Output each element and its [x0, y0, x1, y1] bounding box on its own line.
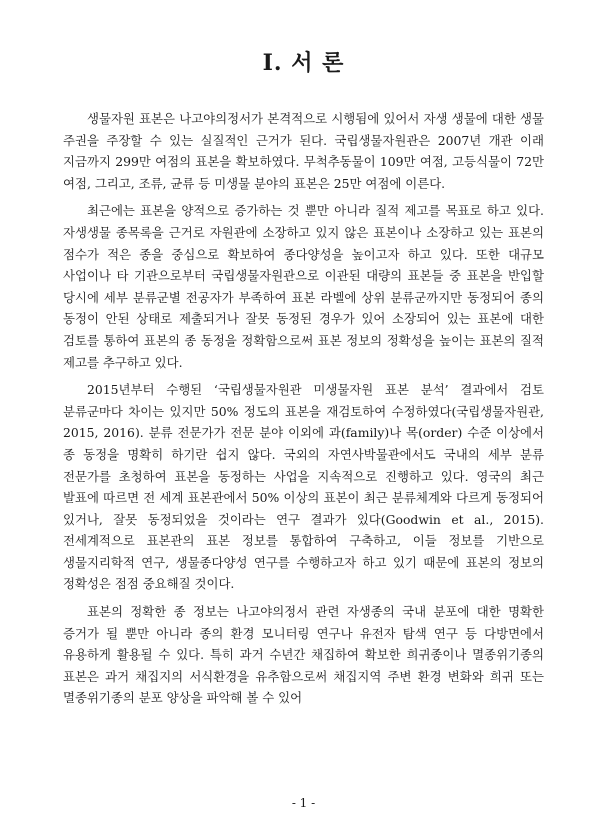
section-title: I. 서 론 — [262, 50, 345, 76]
body-text — [63, 108, 544, 715]
paragraph: 생물자원 표본은 나고야의정서가 본격적으로 시행됨에 있어서 자생 생물에 대한 생물 주권을 주장할 수 있는 실질적인 근거가 된다. 국립생물자원관은 2007년 개관 이래 지금까지 299만 여점의 표본을 확보하였다. 무척추동물이 109만 여점, 고등식물이 72만 여점, 그리고, 조류, 균류 등 미생물 분야의 표본은 25만 여점에 이른다. — [63, 111, 544, 191]
paragraph: 표본의 정확한 종 정보는 나고야의정서 관련 자생종의 국내 분포에 대한 명확한 증거가 될 뿐만 아니라 종의 환경 모니터링 연구나 유전자 탐색 연구 등 다방면에서 유용하게 활용될 수 있다. 특히 과거 수년간 채집하여 확보한 희귀종이나 멸종위기종의 표본은 과거 채집지의 서식환경을 유추함으로써 채집지역 주변 환경 변화와 희귀 또는 멸종위기종의 분포 양상을 파악해 볼 수 있어 — [63, 604, 544, 706]
page-number: - 1 - — [291, 796, 316, 810]
paragraph: 2015년부터 수행된 ‘국립생물자원관 미생물자원 표본 분석’ 결과에서 검토 분류군마다 차이는 있지만 50% 정도의 표본을 재검토하여 수정하였다(국립생물자원관, 2015, 2016). 분류 전문가가 전문 분야 이외에 과(family)나 목(order) 수준 이상에서 종 동정을 명확히 하기란 쉽지 않다. 국외의 자연사박물관에서도 국내의 세부 분류 전문가를 초청하여 표본을 동정하는 사업을 지속적으로 진행하고 있다. 영국의 최근 발표에 따르면 전 세계 표본관에서 50% 이상의 표본이 최근 분류체계와 다르게 동정되어 있거나, 잘못 동정되었을 것이라는 연구 결과가 있다(Goodwin et al., 2015). 전세계적으로 표본관의 표본 정보를 통합하여 구축하고, 이들 정보를 기반으로 생물지리학적 연구, 생물종다양성 연구를 수행하고자 하고 있기 때문에 표본의 정보의 정확성은 점점 중요해질 것이다. — [63, 382, 544, 592]
paragraph: 최근에는 표본을 양적으로 증가하는 것 뿐만 아니라 질적 제고를 목표로 하고 있다. 자생생물 종목록을 근거로 자원관에 소장하고 있지 않은 표본이나 소장하고 있는 표본의 점수가 적은 종을 중심으로 확보하여 종다양성을 높이고자 하고 있다. 또한 대규모 사업이나 타 기관으로부터 국립생물자원관으로 이관된 대량의 표본들 중 표본을 반입할 당시에 세부 분류군별 전공자가 부족하여 표본 라벨에 상위 분류군까지만 동정되어 종의 동정이 안된 상태로 제출되거나 잘못 동정된 경우가 있어 소장되어 있는 표본에 대한 검토를 통하여 표본의 종 동정을 정확함으로써 표본 정보의 정확성을 높이는 표본의 질적 제고를 추구하고 있다. — [63, 203, 544, 370]
